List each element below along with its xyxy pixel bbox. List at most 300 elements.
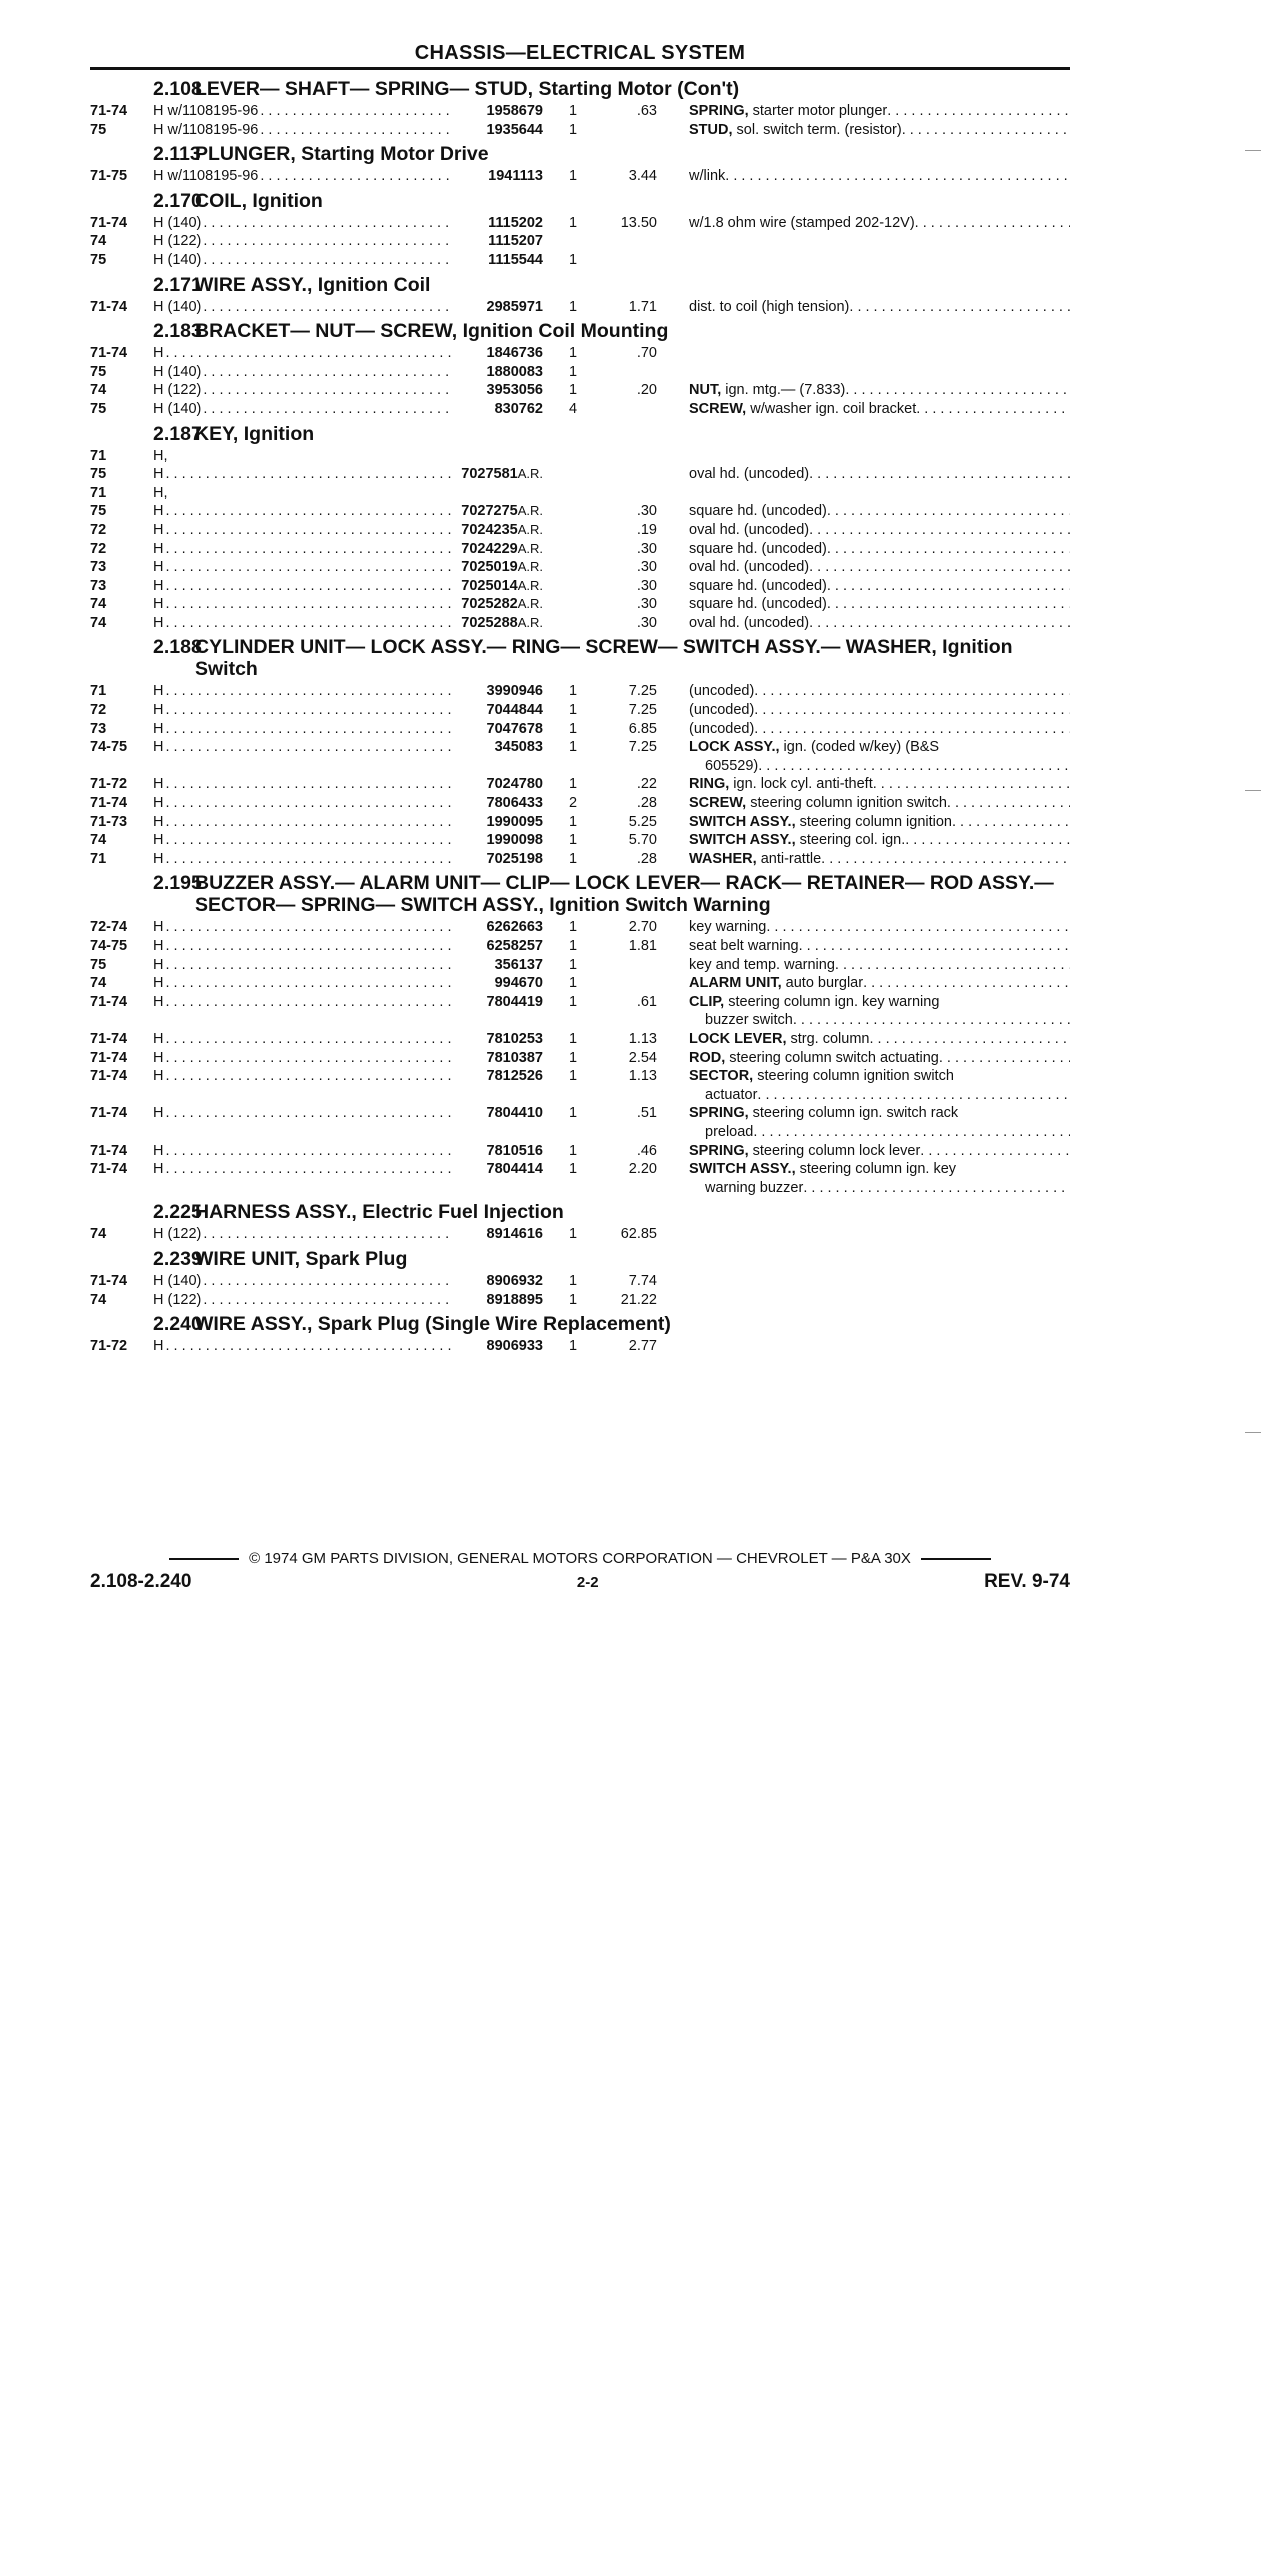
parts-section [90, 274, 1070, 317]
application [153, 102, 453, 121]
quantity: 1 [568, 975, 578, 992]
model-years: 75 [90, 466, 107, 483]
parts-section [90, 1313, 1070, 1356]
description-line [689, 167, 1070, 186]
part-row [90, 465, 1070, 484]
description-line [689, 298, 1070, 317]
part-number-text: 1941113 [488, 168, 543, 185]
part-row [90, 558, 1070, 577]
part-number-text: 356137 [494, 956, 543, 973]
description [683, 831, 1070, 850]
part-number-text: 7810387 [486, 1049, 543, 1066]
part-number-text: 830762 [494, 400, 543, 417]
description-dot-leader [754, 701, 1070, 720]
description-detail: steering column lock lever [748, 1142, 921, 1159]
page-footer [90, 1550, 1070, 1593]
part-number [453, 540, 543, 559]
parts-section [90, 143, 1070, 186]
part-row [90, 400, 1070, 419]
description-continuation-text: buzzer switch [705, 1012, 793, 1029]
description-detail: square hd. (uncoded) [689, 577, 827, 594]
application-text: H (122) [153, 1291, 202, 1308]
part-number [453, 363, 543, 382]
price: .30 [636, 577, 657, 594]
part-number [453, 682, 543, 701]
part-number-text: 7025282 [461, 596, 518, 613]
part-number-text: 7027581 [461, 466, 518, 483]
model-years: 71-73 [90, 813, 128, 830]
part-number [453, 1337, 543, 1356]
model-years: 71-74 [90, 1272, 128, 1289]
application-text: H w/1108195-96 [153, 103, 259, 119]
description-dot-leader [835, 956, 1070, 975]
application-text: H [153, 521, 164, 538]
dot-leader [163, 502, 453, 521]
description-text [689, 1049, 939, 1068]
application-text: H (140) [153, 1272, 202, 1289]
application [153, 1272, 453, 1291]
part-number-text: 7044844 [486, 702, 543, 719]
description-text [689, 167, 725, 186]
quantity: 1 [568, 1226, 578, 1243]
application [153, 400, 453, 419]
model-years: 74 [90, 614, 107, 631]
part-number-text: 1846736 [486, 345, 543, 362]
dot-leader [258, 102, 453, 121]
application [153, 447, 453, 466]
section-range: 2.108-2.240 [90, 1571, 192, 1592]
part-row [90, 794, 1070, 813]
section-title: WIRE ASSY., Ignition Coil [195, 273, 431, 296]
section-heading [90, 636, 1070, 680]
dot-leader [163, 993, 453, 1012]
description-line [689, 502, 1070, 521]
model-years: 73 [90, 559, 107, 576]
application-text: H [153, 1030, 164, 1047]
part-number [453, 1272, 543, 1291]
description-line [689, 614, 1070, 633]
part-row [90, 167, 1070, 186]
description-dot-leader [905, 831, 1070, 850]
part-number-text: 1115207 [488, 233, 543, 250]
application [153, 918, 453, 937]
description-detail: ign. mtg.— (7.833) [721, 382, 846, 399]
description-continuation-text: 605529) [705, 757, 759, 774]
dot-leader [163, 558, 453, 577]
description-text [689, 558, 809, 577]
description-part-name: CLIP, [689, 993, 725, 1010]
description-dot-leader [758, 757, 1070, 776]
part-row [90, 363, 1070, 382]
application-text: H, [153, 447, 168, 464]
part-row [90, 595, 1070, 614]
part-number [453, 232, 543, 251]
model-years: 73 [90, 720, 107, 737]
description-detail: ign. lock cyl. anti-theft [729, 776, 873, 793]
model-years: 75 [90, 503, 107, 520]
price: 2.20 [628, 1161, 657, 1178]
application-text: H [153, 596, 164, 613]
part-number [453, 720, 543, 739]
description-detail: steering col. ign. [795, 832, 906, 849]
part-number [453, 577, 543, 596]
application-text: H [153, 739, 164, 756]
application-text: H [153, 1161, 164, 1178]
description-detail: oval hd. (uncoded) [689, 466, 810, 483]
part-row [90, 1272, 1070, 1291]
application [153, 214, 453, 233]
model-years: 71-74 [90, 103, 128, 119]
application-text: H [153, 850, 164, 867]
quantity: 1 [568, 251, 578, 268]
description-continuation-text: warning buzzer [705, 1179, 804, 1196]
model-years: 71-74 [90, 1068, 128, 1085]
model-years: 74 [90, 1291, 107, 1308]
description [683, 775, 1070, 794]
application [153, 1291, 453, 1310]
description-detail: anti-rattle [756, 850, 822, 867]
description-part-name: ALARM UNIT, [689, 975, 782, 992]
part-number-text: 8906933 [486, 1338, 543, 1355]
quantity: 1 [568, 813, 578, 830]
dot-leader [258, 121, 453, 140]
quantity: 1 [568, 1105, 578, 1122]
description-dot-leader [863, 974, 1070, 993]
part-number-text: 6262663 [486, 919, 543, 936]
application [153, 558, 453, 577]
application-text: H [153, 1049, 164, 1066]
application-text: H (140) [153, 400, 202, 417]
part-number [453, 850, 543, 869]
description [683, 813, 1070, 832]
model-years: 75 [90, 121, 107, 138]
part-number [453, 400, 543, 419]
model-years: 74-75 [90, 938, 128, 954]
description-part-name: SPRING, [689, 1142, 749, 1159]
quantity: 1 [568, 1161, 578, 1178]
part-row [90, 577, 1070, 596]
description-line [689, 1030, 1070, 1049]
quantity: 1 [568, 103, 578, 119]
part-row [90, 1337, 1070, 1356]
description-continuation-text: actuator [705, 1086, 758, 1103]
description-part-name: SPRING, [689, 1105, 749, 1122]
part-row [90, 1030, 1070, 1049]
application [153, 232, 453, 251]
application [153, 1337, 453, 1356]
part-number [453, 1225, 543, 1244]
model-years: 71-72 [90, 776, 128, 793]
description-dot-leader [952, 813, 1070, 832]
application [153, 993, 453, 1012]
part-row [90, 850, 1070, 869]
description-detail: key and temp. warning [689, 956, 835, 973]
application-text: H [153, 956, 164, 973]
quantity: 2 [568, 795, 578, 812]
edge-mark [1245, 1432, 1261, 1433]
description-detail: seat belt warning [689, 938, 799, 954]
description-detail: oval hd. (uncoded) [689, 614, 810, 631]
part-number [453, 558, 543, 577]
description-text [689, 1067, 954, 1086]
model-years: 75 [90, 251, 107, 268]
price: 5.70 [628, 832, 657, 849]
section-number: 2.188 [153, 636, 202, 659]
dot-leader [201, 232, 453, 251]
dot-leader [163, 595, 453, 614]
description [683, 540, 1070, 559]
description-line [689, 1142, 1070, 1161]
description-text [689, 540, 827, 559]
part-row [90, 775, 1070, 794]
part-number [453, 831, 543, 850]
part-number-text: 7806433 [486, 795, 543, 812]
dot-leader [163, 465, 453, 484]
model-years: 74 [90, 233, 107, 250]
part-number [453, 993, 543, 1012]
dot-leader [201, 363, 453, 382]
dot-leader [201, 1225, 453, 1244]
part-row [90, 381, 1070, 400]
model-years: 71-75 [90, 168, 128, 185]
application-text: H [153, 975, 164, 992]
application [153, 720, 453, 739]
part-number-text: 7804419 [486, 993, 543, 1010]
application [153, 344, 453, 363]
part-number [453, 214, 543, 233]
parts-section [90, 78, 1070, 139]
description-detail: steering column ign. switch rack [748, 1105, 959, 1122]
application-text: H [153, 795, 164, 812]
description [683, 400, 1070, 419]
description [683, 794, 1070, 813]
description-detail: ign. (coded w/key) (B&S [779, 739, 940, 756]
part-row [90, 720, 1070, 739]
description-text [689, 577, 827, 596]
description-dot-leader [809, 614, 1070, 633]
description-text [689, 465, 809, 484]
part-number-text: 2985971 [486, 298, 543, 315]
quantity: 1 [568, 168, 578, 185]
model-years: 72-74 [90, 919, 128, 936]
application-text: H, [153, 484, 168, 501]
part-number-text: 7804414 [486, 1161, 543, 1178]
application-text: H [153, 938, 164, 954]
part-row [90, 813, 1070, 832]
part-row [90, 232, 1070, 251]
application-text: H [153, 683, 164, 700]
model-years: 72 [90, 540, 107, 557]
dot-leader [163, 1067, 453, 1086]
model-years: 75 [90, 363, 107, 380]
description-line [689, 794, 1070, 813]
dot-leader [163, 738, 453, 757]
part-number-text: 7024235 [461, 521, 518, 538]
description [683, 850, 1070, 869]
description [683, 577, 1070, 596]
section-title: BRACKET— NUT— SCREW, Ignition Coil Mounting [195, 320, 669, 343]
dot-leader [163, 974, 453, 993]
part-row [90, 1291, 1070, 1310]
parts-section [90, 423, 1070, 633]
description-detail: square hd. (uncoded) [689, 503, 827, 520]
description [683, 595, 1070, 614]
dot-leader [163, 577, 453, 596]
part-number [453, 102, 543, 121]
part-row [90, 521, 1070, 540]
part-row [90, 447, 1070, 466]
section-number: 2.240 [153, 1313, 202, 1336]
application-text: H [153, 919, 164, 936]
description [683, 993, 1070, 1030]
footer-bottom-row [90, 1571, 1070, 1593]
application [153, 1049, 453, 1068]
section-heading [90, 1313, 1070, 1335]
application [153, 701, 453, 720]
page-number: 2-2 [576, 1574, 599, 1591]
description [683, 298, 1070, 317]
part-number [453, 1160, 543, 1179]
application [153, 974, 453, 993]
description-text [689, 682, 754, 701]
description-dot-leader [920, 1142, 1070, 1161]
dot-leader [201, 214, 453, 233]
description-text [689, 1104, 958, 1123]
description [683, 956, 1070, 975]
description-continuation-text: preload [705, 1123, 754, 1140]
description-line [689, 720, 1070, 739]
application [153, 577, 453, 596]
quantity: 1 [568, 938, 578, 954]
description-continuation [689, 1086, 1070, 1105]
section-number: 2.239 [153, 1247, 202, 1270]
description-line [689, 1067, 1070, 1086]
application [153, 502, 453, 521]
description-dot-leader [803, 1179, 1070, 1198]
part-number [453, 465, 543, 484]
part-number [453, 918, 543, 937]
description-line [689, 682, 1070, 701]
part-number-text: 7025288 [461, 614, 518, 631]
description-dot-leader [939, 1049, 1070, 1068]
description-detail: (uncoded) [689, 702, 755, 719]
section-number: 2.171 [153, 273, 202, 296]
description-text [689, 993, 939, 1012]
dot-leader [163, 1337, 453, 1356]
description-part-name: SECTOR, [689, 1068, 754, 1085]
description-continuation [689, 1011, 1070, 1030]
catalog-page [90, 42, 1070, 1356]
description-detail: w/1.8 ohm wire (stamped 202-12V) [689, 214, 915, 231]
application-text: H [153, 466, 164, 483]
description-dot-leader [827, 577, 1070, 596]
description-detail: w/washer ign. coil bracket [746, 400, 917, 417]
application [153, 956, 453, 975]
part-number [453, 121, 543, 140]
description-detail: (uncoded) [689, 683, 755, 700]
model-years: 72 [90, 702, 107, 719]
part-number [453, 974, 543, 993]
application [153, 251, 453, 270]
part-number [453, 298, 543, 317]
description-detail: steering column ign. key [795, 1161, 957, 1178]
quantity-as-required: A.R. [517, 614, 543, 630]
application [153, 595, 453, 614]
description-dot-leader [799, 937, 1070, 956]
model-years: 72 [90, 521, 107, 538]
dot-leader [163, 614, 453, 633]
description-detail: steering column ignition switch [746, 795, 947, 812]
application-text: H [153, 993, 164, 1010]
model-years: 71-74 [90, 1161, 128, 1178]
model-years: 74 [90, 382, 107, 399]
description-dot-leader [754, 720, 1070, 739]
section-title: CYLINDER UNIT— LOCK ASSY.— RING— SCREW— SWITCH ASSY.— WASHER, Ignition Switch [195, 636, 1013, 681]
description-line [689, 956, 1070, 975]
description-detail: w/link [689, 168, 726, 185]
description-line [689, 595, 1070, 614]
description-line [689, 1049, 1070, 1068]
part-number [453, 956, 543, 975]
description-continuation [689, 1179, 1070, 1198]
application [153, 1225, 453, 1244]
application-text: H [153, 540, 164, 557]
application [153, 540, 453, 559]
dot-leader [163, 918, 453, 937]
application [153, 121, 453, 140]
price: .30 [636, 559, 657, 576]
price: 7.25 [628, 702, 657, 719]
description-dot-leader [827, 595, 1070, 614]
price: .30 [636, 540, 657, 557]
description-dot-leader [845, 381, 1070, 400]
description-text [689, 701, 754, 720]
description-line [689, 775, 1070, 794]
part-number [453, 381, 543, 400]
description-dot-leader [821, 850, 1070, 869]
part-row [90, 1104, 1070, 1141]
quantity: 1 [568, 832, 578, 849]
description-text [689, 381, 845, 400]
dot-leader [201, 1272, 453, 1291]
quantity: 1 [568, 739, 578, 756]
section-heading [90, 423, 1070, 445]
description [683, 1104, 1070, 1141]
part-number-text: 1880083 [486, 363, 543, 380]
quantity: 1 [568, 956, 578, 973]
part-number-text: 6258257 [486, 938, 543, 954]
quantity: 1 [568, 382, 578, 399]
model-years: 71-74 [90, 345, 128, 362]
section-heading [90, 190, 1070, 212]
price: .70 [636, 345, 657, 362]
description-dot-leader [902, 121, 1070, 140]
description-text [689, 102, 887, 121]
price: .28 [636, 850, 657, 867]
part-number-text: 7810516 [486, 1142, 543, 1159]
description [683, 465, 1070, 484]
parts-section [90, 1248, 1070, 1309]
description [683, 1030, 1070, 1049]
price: 7.74 [628, 1272, 657, 1289]
description-text [689, 1030, 869, 1049]
section-title: WIRE UNIT, Spark Plug [195, 1247, 408, 1270]
description-text [689, 918, 766, 937]
part-number [453, 794, 543, 813]
quantity: 1 [568, 214, 578, 231]
quantity: 1 [568, 345, 578, 362]
dot-leader [163, 813, 453, 832]
